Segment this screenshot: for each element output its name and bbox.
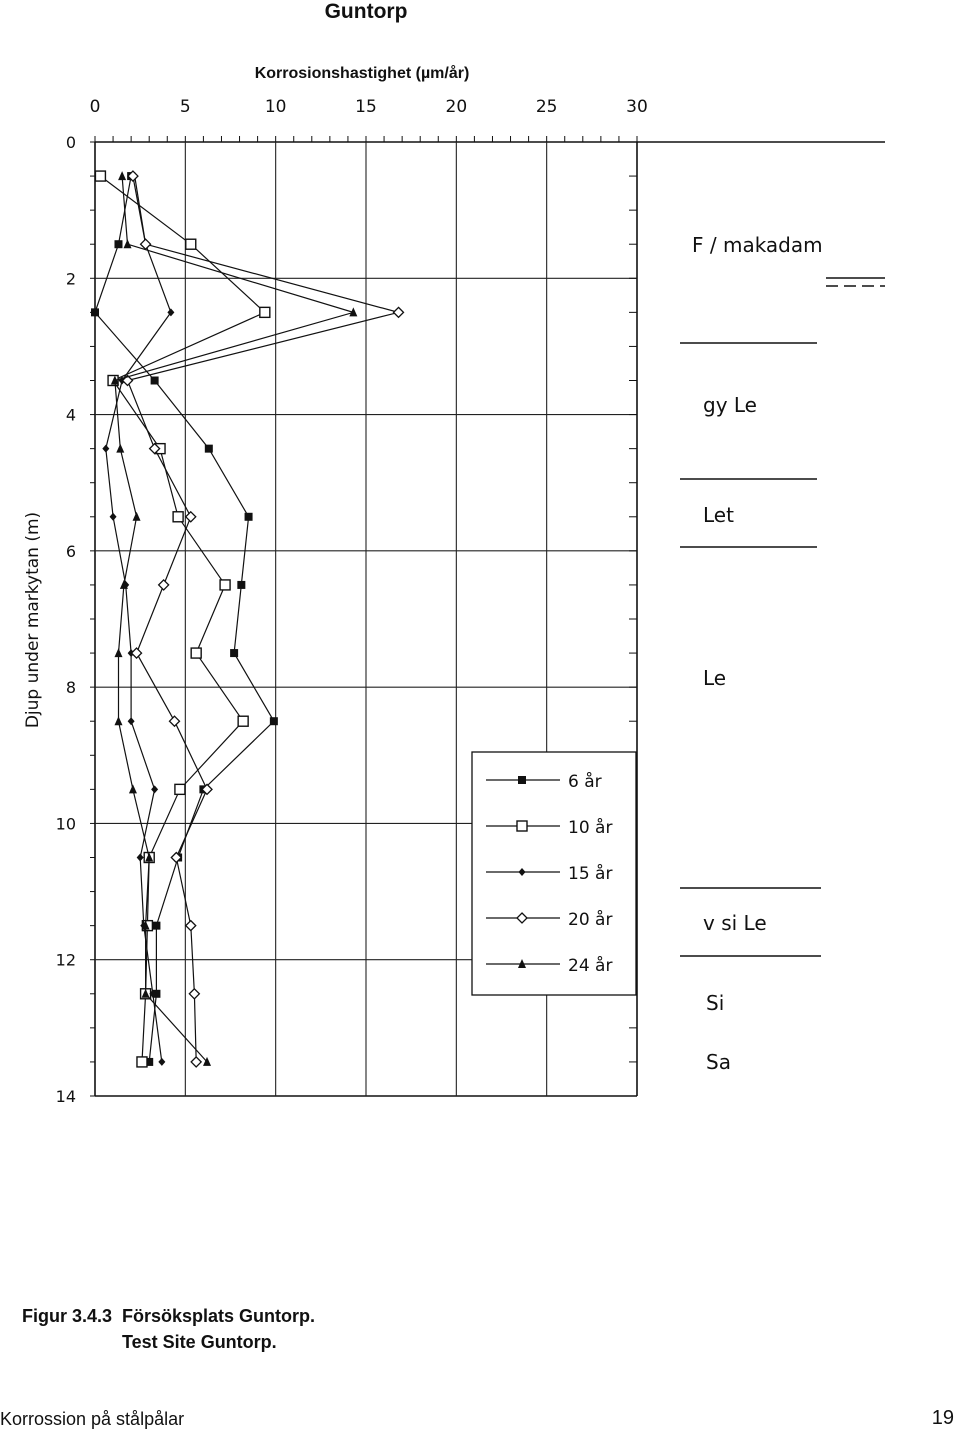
series-diamond-filled: [102, 172, 174, 1066]
marker-triangle-filled: [114, 716, 122, 725]
marker-triangle-filled: [116, 444, 124, 453]
chart-title: Guntorp: [324, 0, 408, 23]
x-tick-label: 30: [626, 97, 648, 117]
y-tick-label: 12: [55, 950, 76, 970]
y-tick-label: 6: [65, 541, 76, 561]
marker-square-open: [238, 716, 248, 726]
y-tick-label: 14: [55, 1087, 76, 1106]
marker-diamond-open: [186, 921, 196, 931]
marker-diamond-open: [189, 989, 199, 999]
soil-label: Sa: [706, 1050, 731, 1074]
marker-square-open: [260, 307, 270, 317]
x-tick-label: 15: [355, 97, 377, 117]
marker-square-filled: [245, 513, 253, 521]
x-tick-label: 25: [535, 97, 558, 117]
marker-square-open: [173, 512, 183, 522]
soil-label: gy Le: [703, 393, 757, 417]
marker-diamond-filled: [151, 785, 158, 793]
marker-square-open: [191, 648, 201, 658]
series-line: [95, 176, 274, 1062]
figure-number: Figur 3.4.3: [22, 1306, 113, 1326]
marker-square-filled: [91, 308, 99, 316]
figure-caption-swedish: Försöksplats Guntorp.: [122, 1306, 316, 1326]
marker-diamond-filled: [102, 445, 109, 453]
figure-caption-english: Test Site Guntorp.: [122, 1332, 277, 1352]
series-diamond-open: [123, 171, 404, 1067]
marker-square-filled: [152, 922, 160, 930]
legend-label: 6 år: [568, 772, 602, 792]
marker-triangle-filled: [118, 171, 126, 180]
x-tick-labels: [90, 97, 648, 117]
marker-diamond-open: [141, 239, 151, 249]
legend-label: 24 år: [568, 956, 613, 976]
y-tick-labels: [56, 133, 76, 1106]
marker-square-open: [175, 784, 185, 794]
marker-triangle-filled: [133, 512, 141, 521]
page-number: 19: [931, 1407, 954, 1429]
marker-square-filled: [230, 649, 238, 657]
marker-diamond-open: [159, 580, 169, 590]
x-tick-label: 5: [179, 97, 191, 117]
marker-diamond-filled: [110, 513, 117, 521]
marker-triangle-filled: [114, 648, 122, 657]
y-tick-label: 4: [65, 405, 76, 425]
marker-square-open: [220, 580, 230, 590]
marker-triangle-filled: [124, 239, 132, 248]
marker-square-open: [137, 1057, 147, 1067]
series-triangle-filled: [111, 171, 357, 1066]
marker-diamond-open: [191, 1057, 201, 1067]
marker-diamond-open: [169, 716, 179, 726]
marker-square-open: [186, 239, 196, 249]
soil-label: Si: [706, 991, 725, 1015]
legend: [472, 752, 636, 995]
marker-diamond-open: [132, 648, 142, 658]
legend-label: 20 år: [568, 910, 613, 930]
marker-square-open: [517, 821, 527, 831]
soil-label: F / makadam: [692, 233, 823, 257]
marker-diamond-open: [394, 307, 404, 317]
marker-triangle-filled: [129, 784, 137, 793]
x-axis-label: Korrosionshastighet (µm/år): [254, 65, 470, 82]
marker-square-open: [95, 171, 105, 181]
y-tick-label: 8: [65, 678, 76, 698]
legend-label: 15 år: [568, 864, 613, 884]
x-tick-label: 0: [89, 97, 101, 117]
footer-title: Korrossion på stålpålar: [0, 1409, 185, 1429]
marker-diamond-filled: [137, 854, 144, 862]
marker-diamond-open: [186, 512, 196, 522]
soil-label: Let: [703, 503, 734, 527]
marker-diamond-filled: [158, 1058, 165, 1066]
marker-square-filled: [237, 581, 245, 589]
y-axis-label: Djup under markytan (m): [23, 511, 43, 729]
soil-label: Le: [703, 666, 727, 690]
legend-label: 10 år: [568, 818, 613, 838]
marker-square-filled: [151, 377, 159, 385]
data-series: [91, 171, 404, 1067]
marker-square-filled: [270, 717, 278, 725]
marker-square-filled: [518, 776, 526, 784]
y-tick-label: 2: [65, 269, 76, 289]
soil-profile: [680, 233, 885, 1074]
series-line: [106, 176, 171, 1062]
series-line: [100, 176, 264, 1062]
y-tick-label: 0: [65, 133, 76, 152]
marker-square-filled: [205, 445, 213, 453]
x-tick-label: 10: [264, 97, 287, 117]
marker-diamond-filled: [128, 717, 135, 725]
soil-label: v si Le: [703, 911, 767, 935]
x-tick-label: 20: [445, 97, 468, 117]
series-square-filled: [91, 172, 278, 1066]
marker-square-filled: [114, 240, 122, 248]
y-tick-label: 10: [55, 814, 76, 834]
